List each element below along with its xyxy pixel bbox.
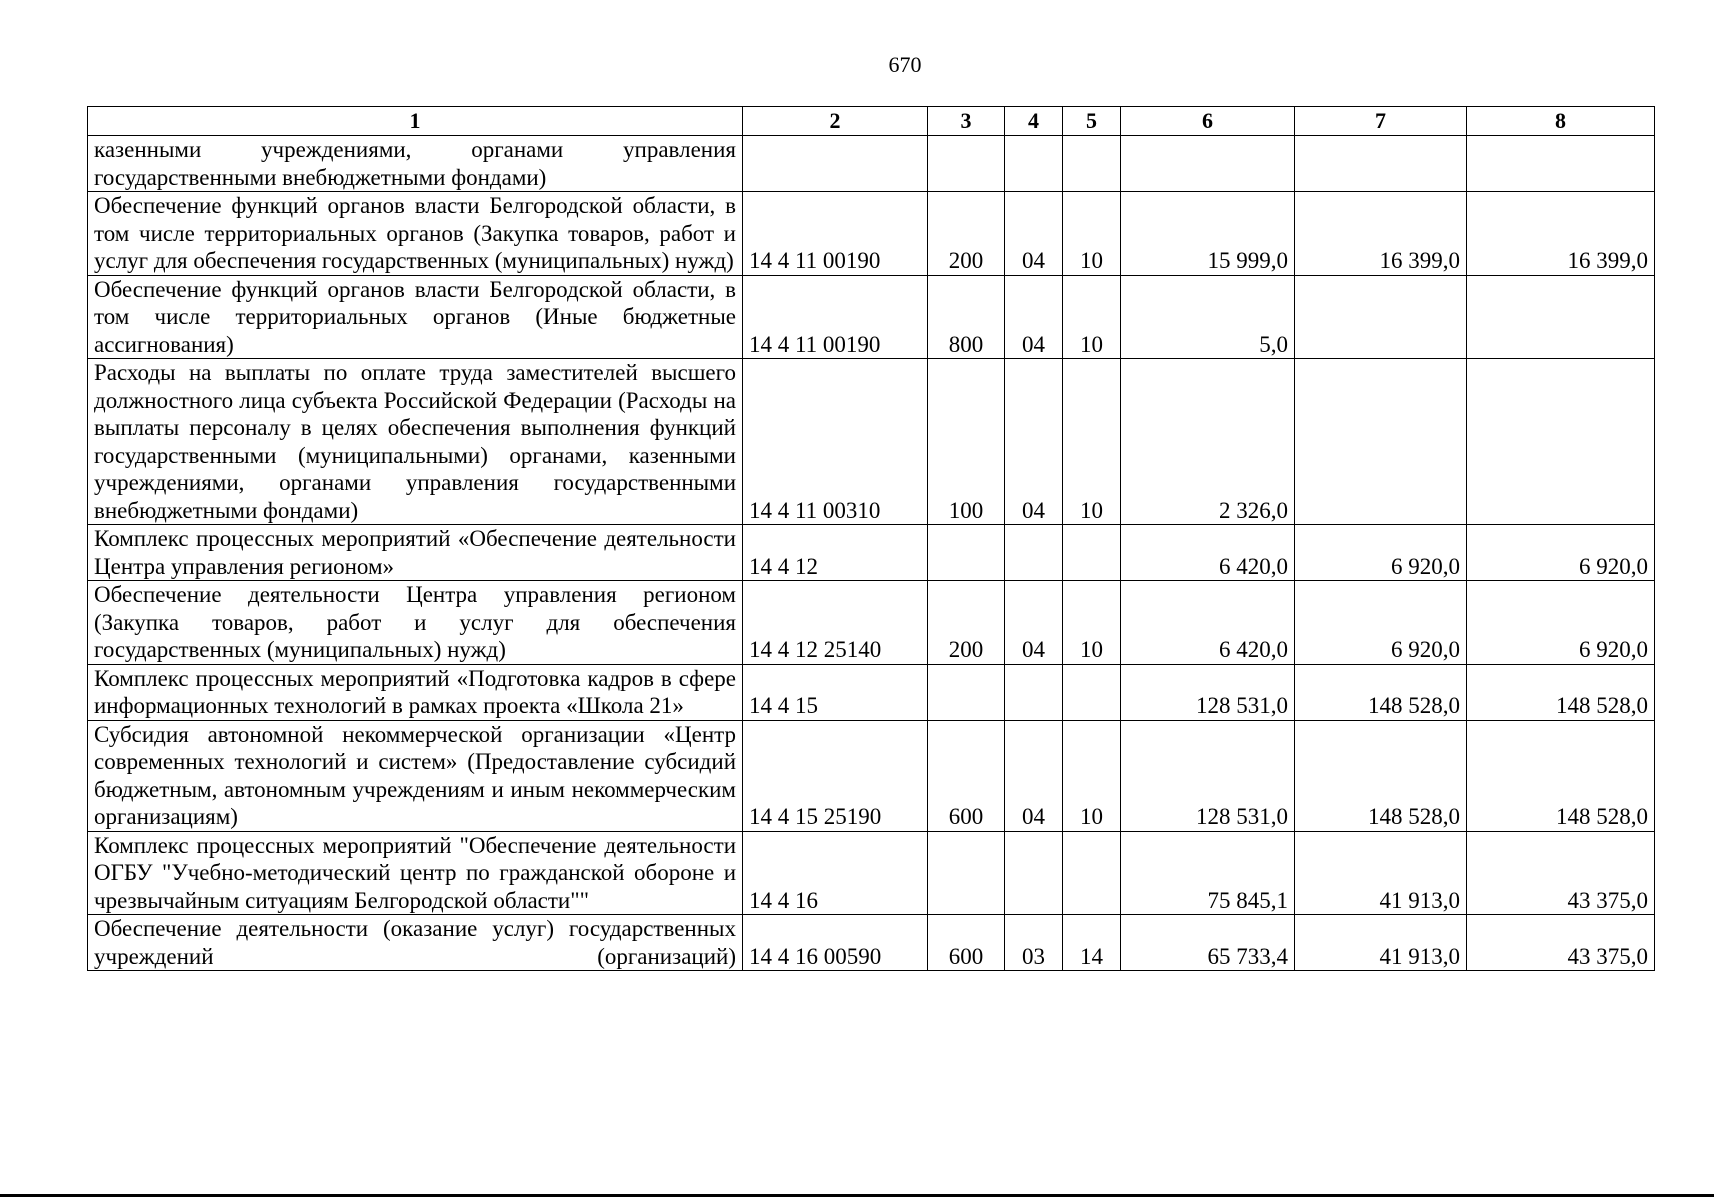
row-code: 14 4 12 [743,525,928,581]
row-code [743,136,928,192]
row-amount-col-6: 6 420,0 [1121,525,1295,581]
row-amount-col-7: 41 913,0 [1295,915,1467,971]
row-section: 04 [1005,275,1063,359]
row-code: 14 4 16 00590 [743,915,928,971]
row-amount-col-8: 6 920,0 [1467,525,1655,581]
row-expense-type [928,664,1005,720]
row-expense-type: 600 [928,915,1005,971]
row-section [1005,136,1063,192]
row-amount-col-8: 16 399,0 [1467,192,1655,276]
row-code: 14 4 11 00310 [743,359,928,525]
row-description: Обеспечение деятельности Центра управления регионом (Закупка товаров, работ и услуг для обеспечения государственных (муниципальных) нужд) [88,581,743,665]
row-amount-col-7: 6 920,0 [1295,581,1467,665]
row-expense-type [928,831,1005,915]
row-description: Обеспечение функций органов власти Белгородской области, в том числе территориальных органов (Закупка товаров, работ и услуг для обеспечения государственных (муниципальных) нужд) [88,192,743,276]
row-expense-type [928,136,1005,192]
row-description: казенными учреждениями, органами управления государственными внебюджетными фондами) [88,136,743,192]
row-code: 14 4 12 25140 [743,581,928,665]
row-amount-col-8 [1467,359,1655,525]
header-col-7: 7 [1295,107,1467,136]
row-expense-type [928,525,1005,581]
row-expense-type: 200 [928,192,1005,276]
row-amount-col-6: 128 531,0 [1121,664,1295,720]
row-amount-col-6: 6 420,0 [1121,581,1295,665]
table-row [88,581,1655,665]
page-number: 670 [888,52,922,77]
row-section: 04 [1005,359,1063,525]
header-col-5: 5 [1063,107,1121,136]
row-amount-col-6: 128 531,0 [1121,720,1295,831]
table-header-row [88,107,1655,136]
row-amount-col-6: 5,0 [1121,275,1295,359]
table-row [88,359,1655,525]
header-col-8: 8 [1467,107,1655,136]
table-row [88,720,1655,831]
row-subsection: 10 [1063,581,1121,665]
header-col-2: 2 [743,107,928,136]
row-expense-type: 100 [928,359,1005,525]
row-expense-type: 200 [928,581,1005,665]
row-amount-col-7: 6 920,0 [1295,525,1467,581]
row-amount-col-8: 148 528,0 [1467,720,1655,831]
table-row [88,136,1655,192]
budget-table [87,106,1655,971]
row-expense-type: 800 [928,275,1005,359]
row-section: 04 [1005,720,1063,831]
row-subsection [1063,136,1121,192]
row-section [1005,664,1063,720]
row-expense-type: 600 [928,720,1005,831]
row-subsection: 14 [1063,915,1121,971]
header-col-6: 6 [1121,107,1295,136]
row-code: 14 4 15 25190 [743,720,928,831]
row-amount-col-7 [1295,359,1467,525]
row-section: 03 [1005,915,1063,971]
row-amount-col-8: 6 920,0 [1467,581,1655,665]
row-subsection: 10 [1063,359,1121,525]
row-amount-col-8 [1467,275,1655,359]
row-description: Обеспечение функций органов власти Белгородской области, в том числе территориальных органов (Иные бюджетные ассигнования) [88,275,743,359]
table-row [88,192,1655,276]
row-description: Комплекс процессных мероприятий "Обеспечение деятельности ОГБУ "Учебно-методический центр по гражданской обороне и чрезвычайным ситуациям Белгородской области"" [88,831,743,915]
row-section: 04 [1005,581,1063,665]
row-amount-col-8: 148 528,0 [1467,664,1655,720]
row-amount-col-7 [1295,136,1467,192]
row-description: Комплекс процессных мероприятий «Обеспечение деятельности Центра управления регионом» [88,525,743,581]
row-amount-col-7: 41 913,0 [1295,831,1467,915]
header-col-1: 1 [88,107,743,136]
row-code: 14 4 15 [743,664,928,720]
row-amount-col-8: 43 375,0 [1467,915,1655,971]
row-amount-col-6: 75 845,1 [1121,831,1295,915]
row-code: 14 4 11 00190 [743,192,928,276]
row-description: Комплекс процессных мероприятий «Подготовка кадров в сфере информационных технологий в рамках проекта «Школа 21» [88,664,743,720]
row-amount-col-6 [1121,136,1295,192]
row-subsection [1063,525,1121,581]
row-description: Расходы на выплаты по оплате труда заместителей высшего должностного лица субъекта Российской Федерации (Расходы на выплаты персоналу в целях обеспечения выполнения функций государственными (муниципальными) органами, казенными учреждениями, органами управления государственными внебюджетными фондами) [88,359,743,525]
row-description: Субсидия автономной некоммерческой организации «Центр современных технологий и систем» (Предоставление субсидий бюджетным, автономным учреждениям и иным некоммерческим организациям) [88,720,743,831]
table-row [88,915,1655,971]
row-subsection: 10 [1063,720,1121,831]
table-row [88,664,1655,720]
header-col-4: 4 [1005,107,1063,136]
table-row [88,525,1655,581]
row-amount-col-8: 43 375,0 [1467,831,1655,915]
row-subsection: 10 [1063,192,1121,276]
row-code: 14 4 16 [743,831,928,915]
row-amount-col-6: 2 326,0 [1121,359,1295,525]
row-amount-col-6: 15 999,0 [1121,192,1295,276]
table-row [88,275,1655,359]
row-code: 14 4 11 00190 [743,275,928,359]
row-section [1005,525,1063,581]
table-row [88,831,1655,915]
row-amount-col-7 [1295,275,1467,359]
row-amount-col-6: 65 733,4 [1121,915,1295,971]
row-amount-col-7: 16 399,0 [1295,192,1467,276]
header-col-3: 3 [928,107,1005,136]
row-amount-col-7: 148 528,0 [1295,720,1467,831]
row-subsection: 10 [1063,275,1121,359]
row-amount-col-8 [1467,136,1655,192]
row-subsection [1063,664,1121,720]
row-amount-col-7: 148 528,0 [1295,664,1467,720]
row-section: 04 [1005,192,1063,276]
row-description: Обеспечение деятельности (оказание услуг) государственных учреждений (организаций) [88,915,743,971]
page-bottom-edge [0,1194,1714,1197]
row-subsection [1063,831,1121,915]
row-section [1005,831,1063,915]
